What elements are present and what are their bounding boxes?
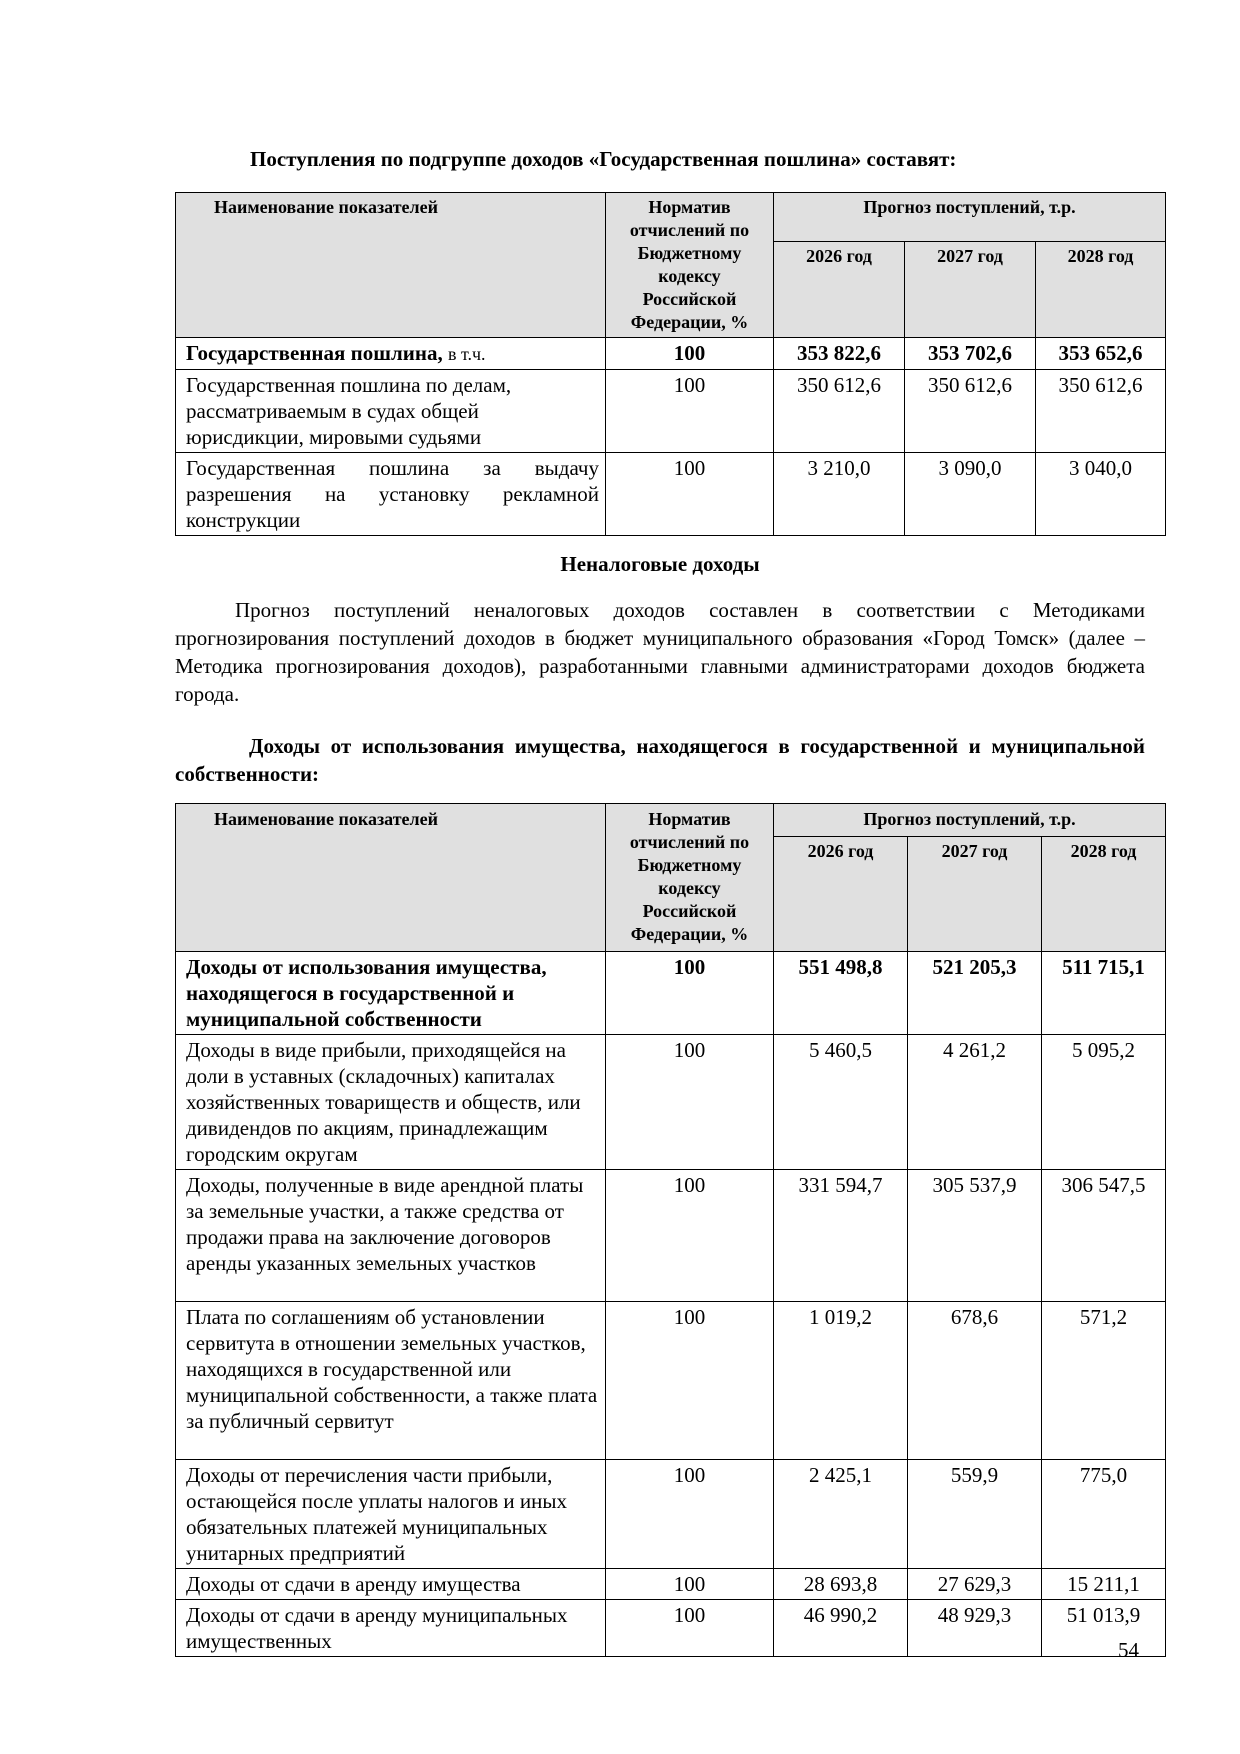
row-norm: 100 — [606, 1302, 774, 1460]
row-value-2028: 51 013,9 — [1042, 1600, 1166, 1657]
row-norm: 100 — [606, 1569, 774, 1600]
row-value-2027: 48 929,3 — [908, 1600, 1042, 1657]
row-value-2026: 3 210,0 — [774, 453, 905, 536]
header-forecast: Прогноз поступлений, т.р. — [774, 804, 1166, 837]
table-row — [176, 1170, 1166, 1302]
row-value-2026: 1 019,2 — [774, 1302, 908, 1460]
row-name: Плата по соглашениям об установлении сервитута в отношении земельных участков, находящихся в государственной или муниципальной собственности, а также плата за публичный сервитут — [176, 1302, 606, 1460]
table-row — [176, 952, 1166, 1035]
row-value-2027: 27 629,3 — [908, 1569, 1042, 1600]
row-value-2027: 521 205,3 — [908, 952, 1042, 1035]
row-value-2028: 350 612,6 — [1036, 370, 1166, 453]
header-year-2028: 2028 год — [1036, 242, 1166, 338]
section-title-non-tax: Неналоговые доходы — [560, 552, 760, 576]
row-name: Доходы, полученные в виде арендной платы за земельные участки, а также средства от продажи права на заключение договоров аренды указанных земельных участков — [176, 1170, 606, 1302]
row-value-2028: 15 211,1 — [1042, 1569, 1166, 1600]
header-year-2028: 2028 год — [1042, 837, 1166, 952]
header-norm: Норматив отчислений по Бюджетному кодексу Российской Федерации, % — [606, 193, 774, 338]
header-year-2027: 2027 год — [905, 242, 1036, 338]
row-name: Государственная пошлина за выдачу разрешения на установку рекламной конструкции — [176, 453, 606, 536]
row-norm: 100 — [606, 1170, 774, 1302]
row-value-2027: 678,6 — [908, 1302, 1042, 1460]
section-title-property: Доходы от использования имущества, находящегося в государственной и муниципальной собственности: — [175, 734, 1145, 786]
row-norm: 100 — [606, 1460, 774, 1569]
row-norm: 100 — [606, 338, 774, 370]
row-value-2028: 571,2 — [1042, 1302, 1166, 1460]
table-row — [176, 1569, 1166, 1600]
row-value-2028: 775,0 — [1042, 1460, 1166, 1569]
property-income-table — [175, 803, 1166, 1657]
row-norm: 100 — [606, 453, 774, 536]
header-name: Наименование показателей — [176, 804, 606, 952]
row-name: Доходы от использования имущества, находящегося в государственной и муниципальной собственности — [176, 952, 606, 1035]
header-name: Наименование показателей — [176, 193, 606, 338]
non-tax-paragraph: Прогноз поступлений неналоговых доходов составлен в соответствии с Методиками прогнозирования поступлений доходов в бюджет муниципального образования «Город Томск» (далее – Методика прогнозирования доходов), разработанными главными администраторами доходов бюджета города. — [175, 598, 1145, 706]
row-value-2026: 2 425,1 — [774, 1460, 908, 1569]
table-row — [176, 1460, 1166, 1569]
row-value-2027: 350 612,6 — [905, 370, 1036, 453]
header-year-2027: 2027 год — [908, 837, 1042, 952]
header-year-2026: 2026 год — [774, 837, 908, 952]
row-value-2026: 331 594,7 — [774, 1170, 908, 1302]
table-row — [176, 1302, 1166, 1460]
state-duty-table — [175, 192, 1166, 536]
row-value-2027: 305 537,9 — [908, 1170, 1042, 1302]
row-name: Доходы от сдачи в аренду имущества — [176, 1569, 606, 1600]
row-norm: 100 — [606, 952, 774, 1035]
table-row — [176, 1600, 1166, 1657]
row-value-2028: 5 095,2 — [1042, 1035, 1166, 1170]
row-name: Доходы от перечисления части прибыли, остающейся после уплаты налогов и иных обязательных платежей муниципальных унитарных предприятий — [176, 1460, 606, 1569]
table-row — [176, 453, 1166, 536]
row-value-2027: 3 090,0 — [905, 453, 1036, 536]
table-row — [176, 370, 1166, 453]
row-value-2027: 559,9 — [908, 1460, 1042, 1569]
row-value-2028: 3 040,0 — [1036, 453, 1166, 536]
row-value-2026: 28 693,8 — [774, 1569, 908, 1600]
table-row — [176, 1035, 1166, 1170]
section-title-state-duty: Поступления по подгруппе доходов «Государственная пошлина» составят: — [250, 147, 957, 171]
row-norm: 100 — [606, 1600, 774, 1657]
row-name: Государственная пошлина по делам, рассматриваемым в судах общей юрисдикции, мировыми судьями — [176, 370, 606, 453]
header-forecast: Прогноз поступлений, т.р. — [774, 193, 1166, 242]
row-value-2027: 4 261,2 — [908, 1035, 1042, 1170]
row-value-2028: 353 652,6 — [1036, 338, 1166, 370]
row-value-2028: 511 715,1 — [1042, 952, 1166, 1035]
row-value-2028: 306 547,5 — [1042, 1170, 1166, 1302]
row-name: Государственная пошлина, в т.ч. — [176, 338, 606, 370]
header-year-2026: 2026 год — [774, 242, 905, 338]
row-value-2027: 353 702,6 — [905, 338, 1036, 370]
row-norm: 100 — [606, 1035, 774, 1170]
row-value-2026: 551 498,8 — [774, 952, 908, 1035]
row-norm: 100 — [606, 370, 774, 453]
row-value-2026: 350 612,6 — [774, 370, 905, 453]
header-norm: Норматив отчислений по Бюджетному кодексу Российской Федерации, % — [606, 804, 774, 952]
row-name: Доходы от сдачи в аренду муниципальных имущественных — [176, 1600, 606, 1657]
row-name: Доходы в виде прибыли, приходящейся на доли в уставных (складочных) капиталах хозяйственных товариществ и обществ, или дивидендов по акциям, принадлежащим городским округам — [176, 1035, 606, 1170]
table-row — [176, 338, 1166, 370]
page-number: 54 — [1118, 1638, 1139, 1662]
row-value-2026: 353 822,6 — [774, 338, 905, 370]
row-value-2026: 5 460,5 — [774, 1035, 908, 1170]
row-value-2026: 46 990,2 — [774, 1600, 908, 1657]
